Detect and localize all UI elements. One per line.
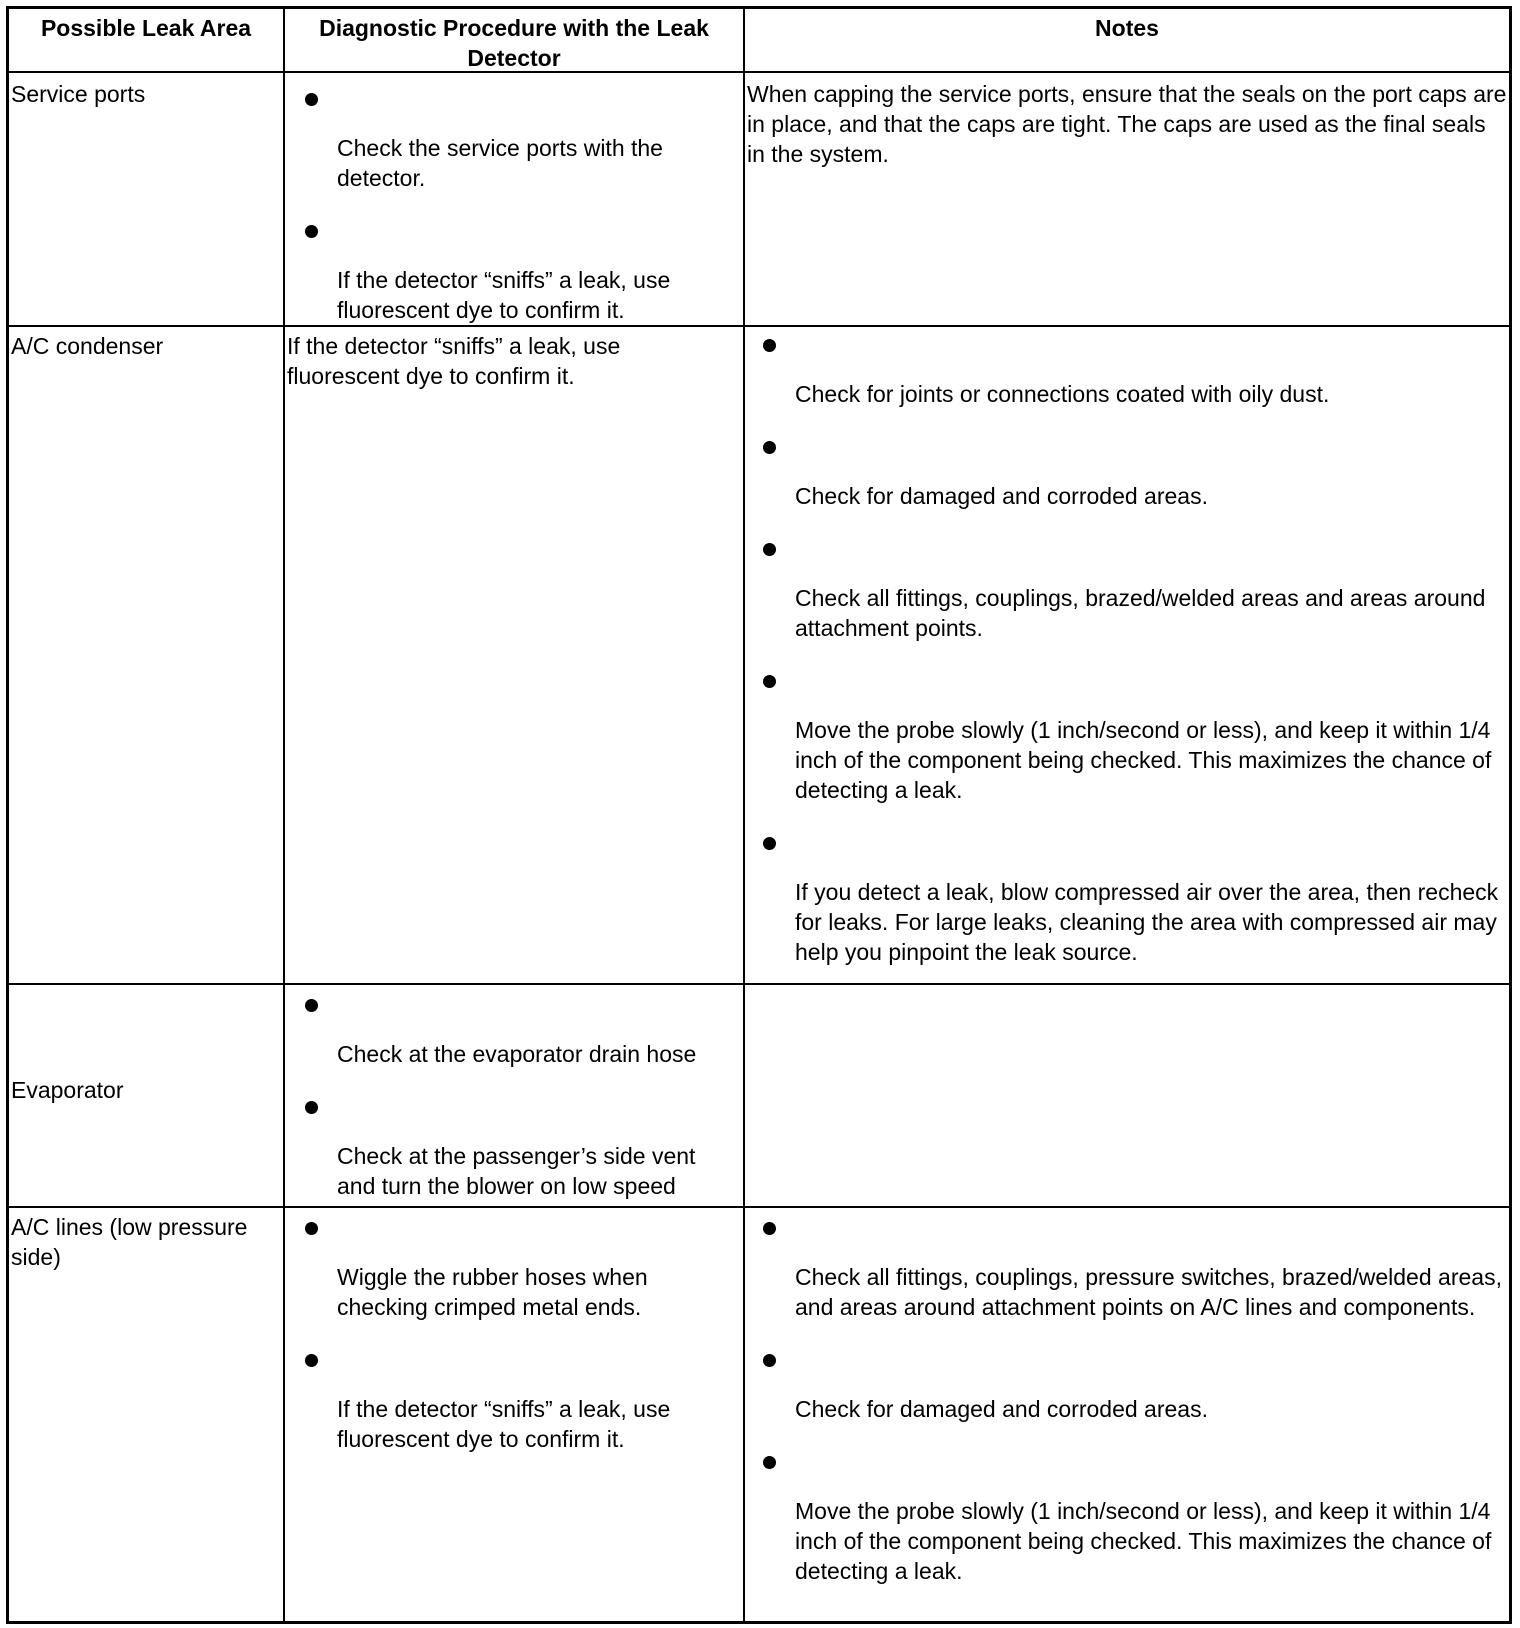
area-cell: A/C condenser — [11, 333, 164, 359]
notes-list — [747, 1208, 1507, 1586]
bullet-icon — [305, 1101, 318, 1114]
area-cell: Service ports — [11, 81, 146, 107]
column-divider — [283, 9, 285, 1621]
procedure-cell — [289, 79, 739, 323]
list-item: Move the probe slowly (1 inch/second or less), and keep it within 1/4 inch of the component being checked. This maximizes the chance of detecting a leak. — [747, 1442, 1507, 1586]
list-item: Check at the evaporator drain hose — [289, 985, 739, 1069]
procedure-list — [289, 985, 739, 1201]
bullet-icon — [763, 441, 776, 454]
bullet-icon — [305, 1354, 318, 1367]
column-divider — [743, 9, 745, 1621]
list-item: Move the probe slowly (1 inch/second or less), and keep it within 1/4 inch of the component being checked. This maximizes the chance of detecting a leak. — [747, 661, 1507, 805]
list-item: Check the service ports with the detector. — [289, 79, 739, 193]
procedure-list — [289, 1208, 739, 1454]
notes-cell: When capping the service ports, ensure that the seals on the port caps are in place, and that the caps are tight. The caps are used as the final seals in the system. — [747, 81, 1507, 167]
list-item: If you detect a leak, blow compressed air over the area, then recheck for leaks. For large leaks, cleaning the area with compressed air may help you pinpoint the leak source. — [747, 823, 1507, 967]
procedure-cell — [289, 985, 739, 1204]
header-notes: Notes — [1095, 15, 1159, 41]
row-divider — [9, 983, 1509, 985]
list-item: Check for damaged and corroded areas. — [747, 427, 1507, 511]
list-item: Check for damaged and corroded areas. — [747, 1340, 1507, 1424]
list-item: Check all fittings, couplings, pressure switches, brazed/welded areas, and areas around attachment points on A/C lines and components. — [747, 1208, 1507, 1322]
leak-diagnosis-table — [6, 6, 1512, 1624]
bullet-icon — [305, 1222, 318, 1235]
notes-list — [747, 325, 1507, 967]
bullet-icon — [763, 543, 776, 556]
list-item: Check at the passenger’s side vent and turn the blower on low speed — [289, 1087, 739, 1201]
procedure-cell — [289, 1208, 739, 1618]
bullet-icon — [763, 1456, 776, 1469]
procedure-list — [289, 79, 739, 323]
notes-cell — [747, 325, 1507, 981]
bullet-icon — [763, 1222, 776, 1235]
procedure-cell: If the detector “sniffs” a leak, use fluorescent dye to confirm it. — [287, 333, 621, 389]
bullet-icon — [763, 1354, 776, 1367]
bullet-icon — [305, 225, 318, 238]
bullet-icon — [763, 675, 776, 688]
bullet-icon — [763, 837, 776, 850]
area-cell: A/C lines (low pressure side) — [11, 1214, 248, 1270]
list-item: If the detector “sniffs” a leak, use fluorescent dye to confirm it. — [289, 211, 739, 323]
header-possible-leak-area: Possible Leak Area — [40, 15, 252, 41]
bullet-icon — [305, 93, 318, 106]
list-item: Wiggle the rubber hoses when checking crimped metal ends. — [289, 1208, 739, 1322]
list-item: Check all fittings, couplings, brazed/welded areas and areas around attachment points. — [747, 529, 1507, 643]
list-item: If the detector “sniffs” a leak, use fluorescent dye to confirm it. — [289, 1340, 739, 1454]
header-diagnostic-procedure: Diagnostic Procedure with the Leak Detector — [319, 15, 709, 71]
area-cell: Evaporator — [11, 1077, 124, 1103]
row-divider — [9, 71, 1509, 73]
list-item: Check for joints or connections coated with oily dust. — [747, 325, 1507, 409]
bullet-icon — [305, 999, 318, 1012]
bullet-icon — [763, 339, 776, 352]
notes-cell — [747, 1208, 1507, 1618]
